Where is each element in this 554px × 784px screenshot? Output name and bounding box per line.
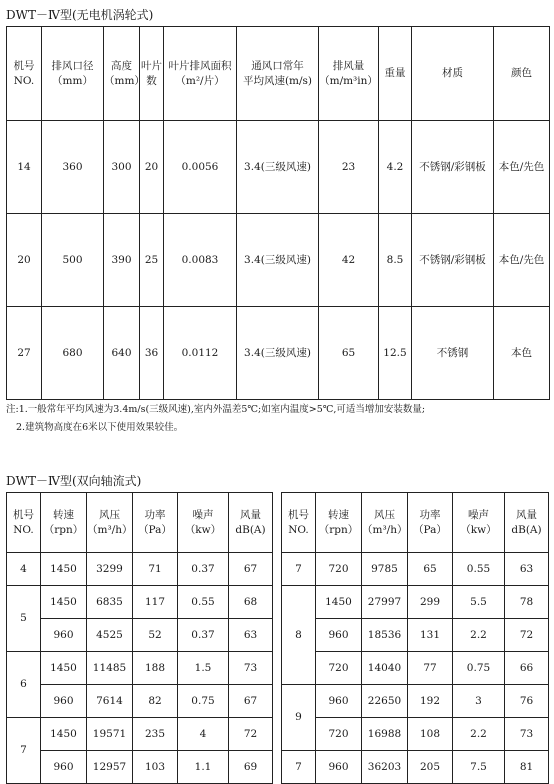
cell: 0.37 [178, 619, 229, 652]
axial-fan-table-right [281, 492, 549, 784]
table-row [282, 751, 549, 784]
cell: 23 [319, 121, 379, 214]
cell: 0.0083 [164, 214, 237, 307]
cell: 42 [319, 214, 379, 307]
table-header-row [7, 27, 550, 121]
cell: 2.2 [453, 619, 505, 652]
cell: 3.4(三级风速) [237, 121, 319, 214]
header-cell: 机号 NO. [282, 493, 316, 553]
cell: 72 [505, 619, 549, 652]
cell: 52 [133, 619, 178, 652]
cell: 1450 [41, 718, 87, 751]
cell: 0.75 [178, 685, 229, 718]
cell: 960 [316, 685, 362, 718]
header-cell: 机号 NO. [7, 27, 42, 121]
cell: 1.5 [178, 652, 229, 685]
cell: 0.55 [453, 553, 505, 586]
table-row [7, 652, 273, 685]
section1-title: DWT－Ⅳ型(无电机涡轮式) [6, 8, 154, 22]
cell: 63 [229, 619, 273, 652]
table-row [7, 307, 550, 400]
cell: 3.4(三级风速) [237, 214, 319, 307]
cell: 73 [229, 652, 273, 685]
cell: 300 [104, 121, 140, 214]
axial-fan-table-left [6, 492, 273, 784]
cell: 14 [7, 121, 42, 214]
header-cell: 材质 [412, 27, 494, 121]
header-cell: 重量 [379, 27, 412, 121]
cell: 82 [133, 685, 178, 718]
cell: 18536 [362, 619, 408, 652]
header-cell: 机号 NO. [7, 493, 41, 553]
cell: 9 [282, 685, 316, 751]
table-row [7, 685, 273, 718]
table-row [282, 652, 549, 685]
cell: 7 [282, 751, 316, 784]
footnote-1: 注:1.一般常年平均风速为3.4m/s(三级风速),室内外温差5℃;如室内温度>5℃,可适当增加安装数量; [6, 404, 426, 415]
cell: 27 [7, 307, 42, 400]
cell: 11485 [87, 652, 133, 685]
table-header-row [282, 493, 549, 553]
cell: 6 [7, 652, 41, 718]
cell: 12.5 [379, 307, 412, 400]
cell: 103 [133, 751, 178, 784]
cell: 不锈钢/彩钢板 [412, 121, 494, 214]
cell: 66 [505, 652, 549, 685]
cell: 20 [140, 121, 164, 214]
cell: 7 [7, 718, 41, 784]
cell: 25 [140, 214, 164, 307]
section2-title: DWT－Ⅳ型(双向轴流式) [6, 474, 142, 488]
cell: 36203 [362, 751, 408, 784]
table-row [282, 718, 549, 751]
cell: 1450 [316, 586, 362, 619]
cell: 1450 [41, 553, 87, 586]
cell: 不锈钢/彩钢板 [412, 214, 494, 307]
cell: 640 [104, 307, 140, 400]
cell: 680 [42, 307, 104, 400]
cell: 0.55 [178, 586, 229, 619]
cell: 76 [505, 685, 549, 718]
cell: 36 [140, 307, 164, 400]
cell: 78 [505, 586, 549, 619]
cell: 720 [316, 718, 362, 751]
table-row [7, 214, 550, 307]
header-cell: 排风量 （m/m³in） [319, 27, 379, 121]
cell: 5 [7, 586, 41, 652]
cell: 131 [408, 619, 453, 652]
cell: 不锈钢 [412, 307, 494, 400]
cell: 960 [41, 619, 87, 652]
cell: 4 [7, 553, 41, 586]
cell: 0.37 [178, 553, 229, 586]
cell: 67 [229, 553, 273, 586]
cell: 本色 [494, 307, 550, 400]
table-row [282, 619, 549, 652]
table-header-row [7, 493, 273, 553]
table-row [7, 718, 273, 751]
cell: 81 [505, 751, 549, 784]
cell: 960 [41, 751, 87, 784]
table-row [7, 751, 273, 784]
table-row [282, 553, 549, 586]
cell: 16988 [362, 718, 408, 751]
turbine-spec-table [6, 26, 550, 400]
cell: 7 [282, 553, 316, 586]
table-row [7, 553, 273, 586]
cell: 2.2 [453, 718, 505, 751]
cell: 68 [229, 586, 273, 619]
cell: 0.75 [453, 652, 505, 685]
table-row [7, 586, 273, 619]
cell: 188 [133, 652, 178, 685]
cell: 65 [319, 307, 379, 400]
cell: 390 [104, 214, 140, 307]
cell: 1450 [41, 586, 87, 619]
cell: 192 [408, 685, 453, 718]
cell: 9785 [362, 553, 408, 586]
header-cell: 转速 （rpn） [316, 493, 362, 553]
cell: 69 [229, 751, 273, 784]
header-cell: 风量 dB(A) [505, 493, 549, 553]
header-cell: 风压 （m³/h） [87, 493, 133, 553]
cell: 73 [505, 718, 549, 751]
cell: 960 [41, 685, 87, 718]
cell: 63 [505, 553, 549, 586]
header-cell: 高度 （mm） [104, 27, 140, 121]
table-row [7, 121, 550, 214]
header-cell: 风量 dB(A) [229, 493, 273, 553]
header-cell: 通风口常年 平均风速(m/s) [237, 27, 319, 121]
cell: 65 [408, 553, 453, 586]
cell: 720 [316, 553, 362, 586]
cell: 960 [316, 619, 362, 652]
cell: 72 [229, 718, 273, 751]
cell: 7.5 [453, 751, 505, 784]
cell: 71 [133, 553, 178, 586]
header-cell: 功率 （Pa） [133, 493, 178, 553]
cell: 360 [42, 121, 104, 214]
cell: 5.5 [453, 586, 505, 619]
cell: 77 [408, 652, 453, 685]
cell: 6835 [87, 586, 133, 619]
footnotes [6, 401, 425, 437]
cell: 960 [316, 751, 362, 784]
cell: 3 [453, 685, 505, 718]
cell: 12957 [87, 751, 133, 784]
cell: 1.1 [178, 751, 229, 784]
cell: 0.0056 [164, 121, 237, 214]
cell: 4 [178, 718, 229, 751]
cell: 本色/先色 [494, 121, 550, 214]
cell: 8.5 [379, 214, 412, 307]
cell: 117 [133, 586, 178, 619]
footnote-2: 2.建筑物高度在6米以下使用效果较佳。 [16, 422, 184, 433]
cell: 108 [408, 718, 453, 751]
table-row [282, 586, 549, 619]
cell: 8 [282, 586, 316, 685]
cell: 本色/先色 [494, 214, 550, 307]
cell: 235 [133, 718, 178, 751]
cell: 3.4(三级风速) [237, 307, 319, 400]
header-cell: 叶片排风面积 （m²/片） [164, 27, 237, 121]
header-cell: 噪声 （kw） [178, 493, 229, 553]
header-cell: 风压 （m³/h） [362, 493, 408, 553]
cell: 1450 [41, 652, 87, 685]
header-cell: 颜色 [494, 27, 550, 121]
header-cell: 转速 （rpn） [41, 493, 87, 553]
cell: 4525 [87, 619, 133, 652]
cell: 205 [408, 751, 453, 784]
cell: 720 [316, 652, 362, 685]
cell: 67 [229, 685, 273, 718]
cell: 0.0112 [164, 307, 237, 400]
cell: 14040 [362, 652, 408, 685]
header-cell: 功率 （Pa） [408, 493, 453, 553]
table-row [7, 619, 273, 652]
table-row [282, 685, 549, 718]
cell: 299 [408, 586, 453, 619]
cell: 7614 [87, 685, 133, 718]
cell: 500 [42, 214, 104, 307]
cell: 20 [7, 214, 42, 307]
header-cell: 噪声 （kw） [453, 493, 505, 553]
header-cell: 叶片 数 [140, 27, 164, 121]
cell: 27997 [362, 586, 408, 619]
header-cell: 排风口径 （mm） [42, 27, 104, 121]
cell: 3299 [87, 553, 133, 586]
cell: 22650 [362, 685, 408, 718]
cell: 4.2 [379, 121, 412, 214]
cell: 19571 [87, 718, 133, 751]
